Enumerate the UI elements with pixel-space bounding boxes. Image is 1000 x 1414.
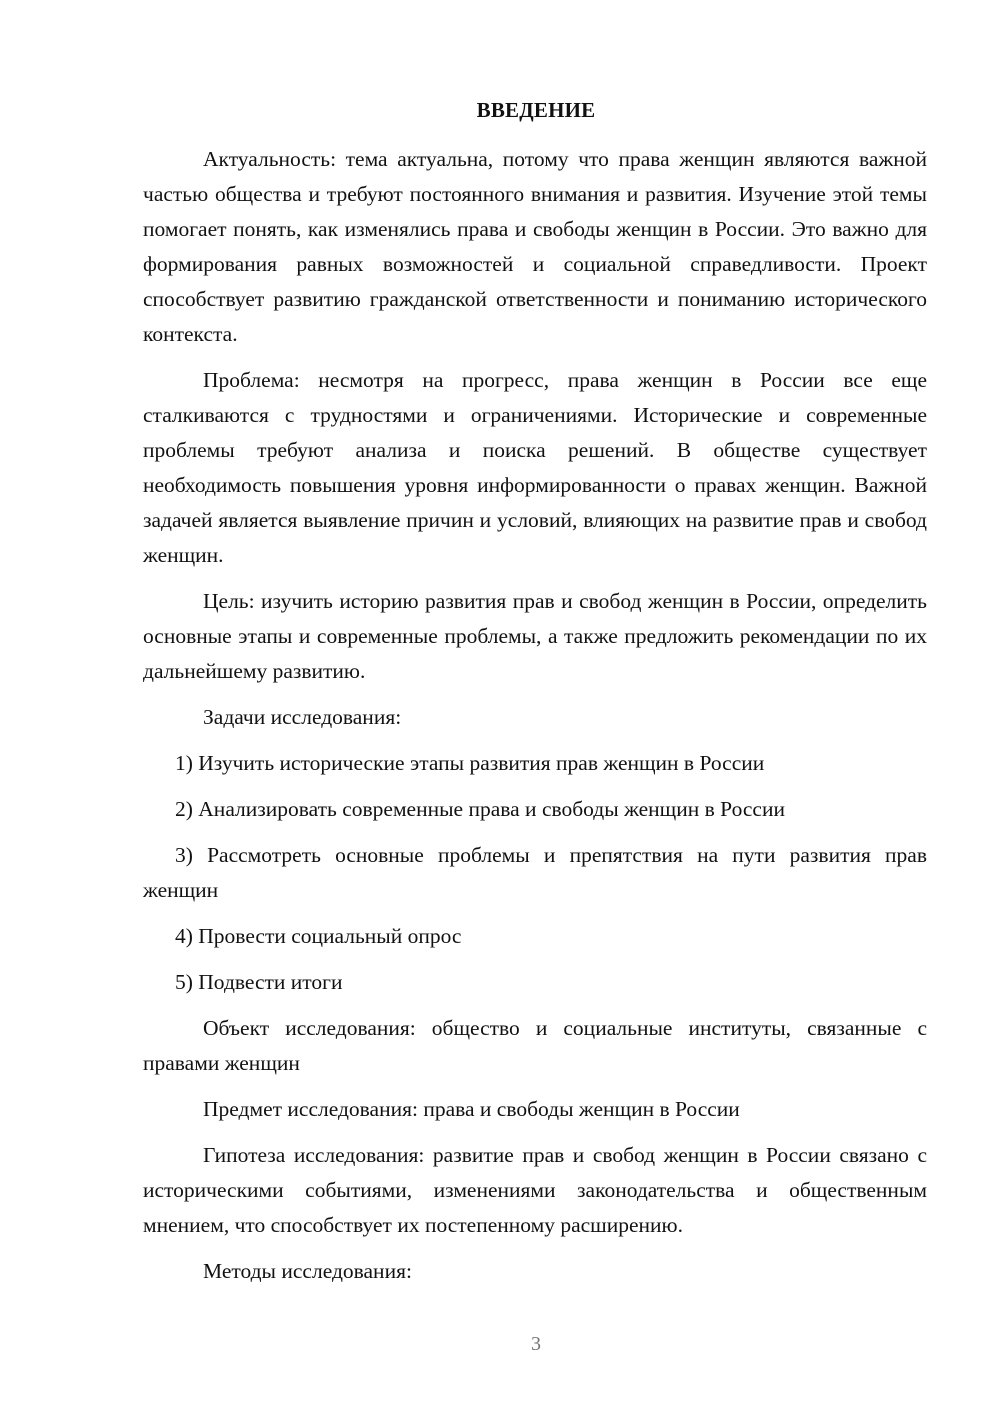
task-item: 2) Анализировать современные права и свободы женщин в России bbox=[175, 797, 785, 821]
task-item: 1) Изучить исторические этапы развития прав женщин в России bbox=[175, 751, 765, 775]
goal-paragraph: Цель: изучить историю развития прав и свобод женщин в России, определить основные этапы и современные проблемы, а также предложить рекомендации по их дальнейшему развитию. bbox=[143, 589, 927, 683]
object-paragraph: Объект исследования: общество и социальные институты, связанные с правами женщин bbox=[143, 1016, 927, 1075]
body-text bbox=[143, 142, 927, 1300]
tasks-title: Задачи исследования: bbox=[203, 705, 402, 729]
methods-title: Методы исследования: bbox=[203, 1259, 412, 1283]
section-heading: ВВЕДЕНИЕ bbox=[476, 98, 596, 122]
subject-paragraph: Предмет исследования: права и свободы женщин в России bbox=[203, 1097, 740, 1121]
task-item: 5) Подвести итоги bbox=[175, 970, 343, 994]
task-item: 4) Провести социальный опрос bbox=[175, 924, 462, 948]
page-number: 3 bbox=[531, 1333, 541, 1355]
relevance-paragraph: Актуальность: тема актуальна, потому что права женщин являются важной частью общества и требуют постоянного внимания и развития. Изучение этой темы помогает понять, как изменялись права и свободы женщин в России. Это важно для формирования равных возможностей и социальной справедливости. Проект способствует развитию гражданской ответственности и пониманию исторического контекста. bbox=[143, 147, 927, 346]
hypothesis-paragraph: Гипотеза исследования: развитие прав и свобод женщин в России связано с историческими событиями, изменениями законодательства и общественным мнением, что способствует их постепенному расширению. bbox=[143, 1143, 927, 1237]
problem-paragraph: Проблема: несмотря на прогресс, права женщин в России все еще сталкиваются с трудностями и ограничениями. Исторические и современные проблемы требуют анализа и поиска решений. В обществе существует необходимость повышения уровня информированности о правах женщин. Важной задачей является выявление причин и условий, влияющих на развитие прав и свобод женщин. bbox=[143, 368, 927, 567]
task-item: 3) Рассмотреть основные проблемы и препятствия на пути развития прав женщин bbox=[143, 843, 927, 902]
